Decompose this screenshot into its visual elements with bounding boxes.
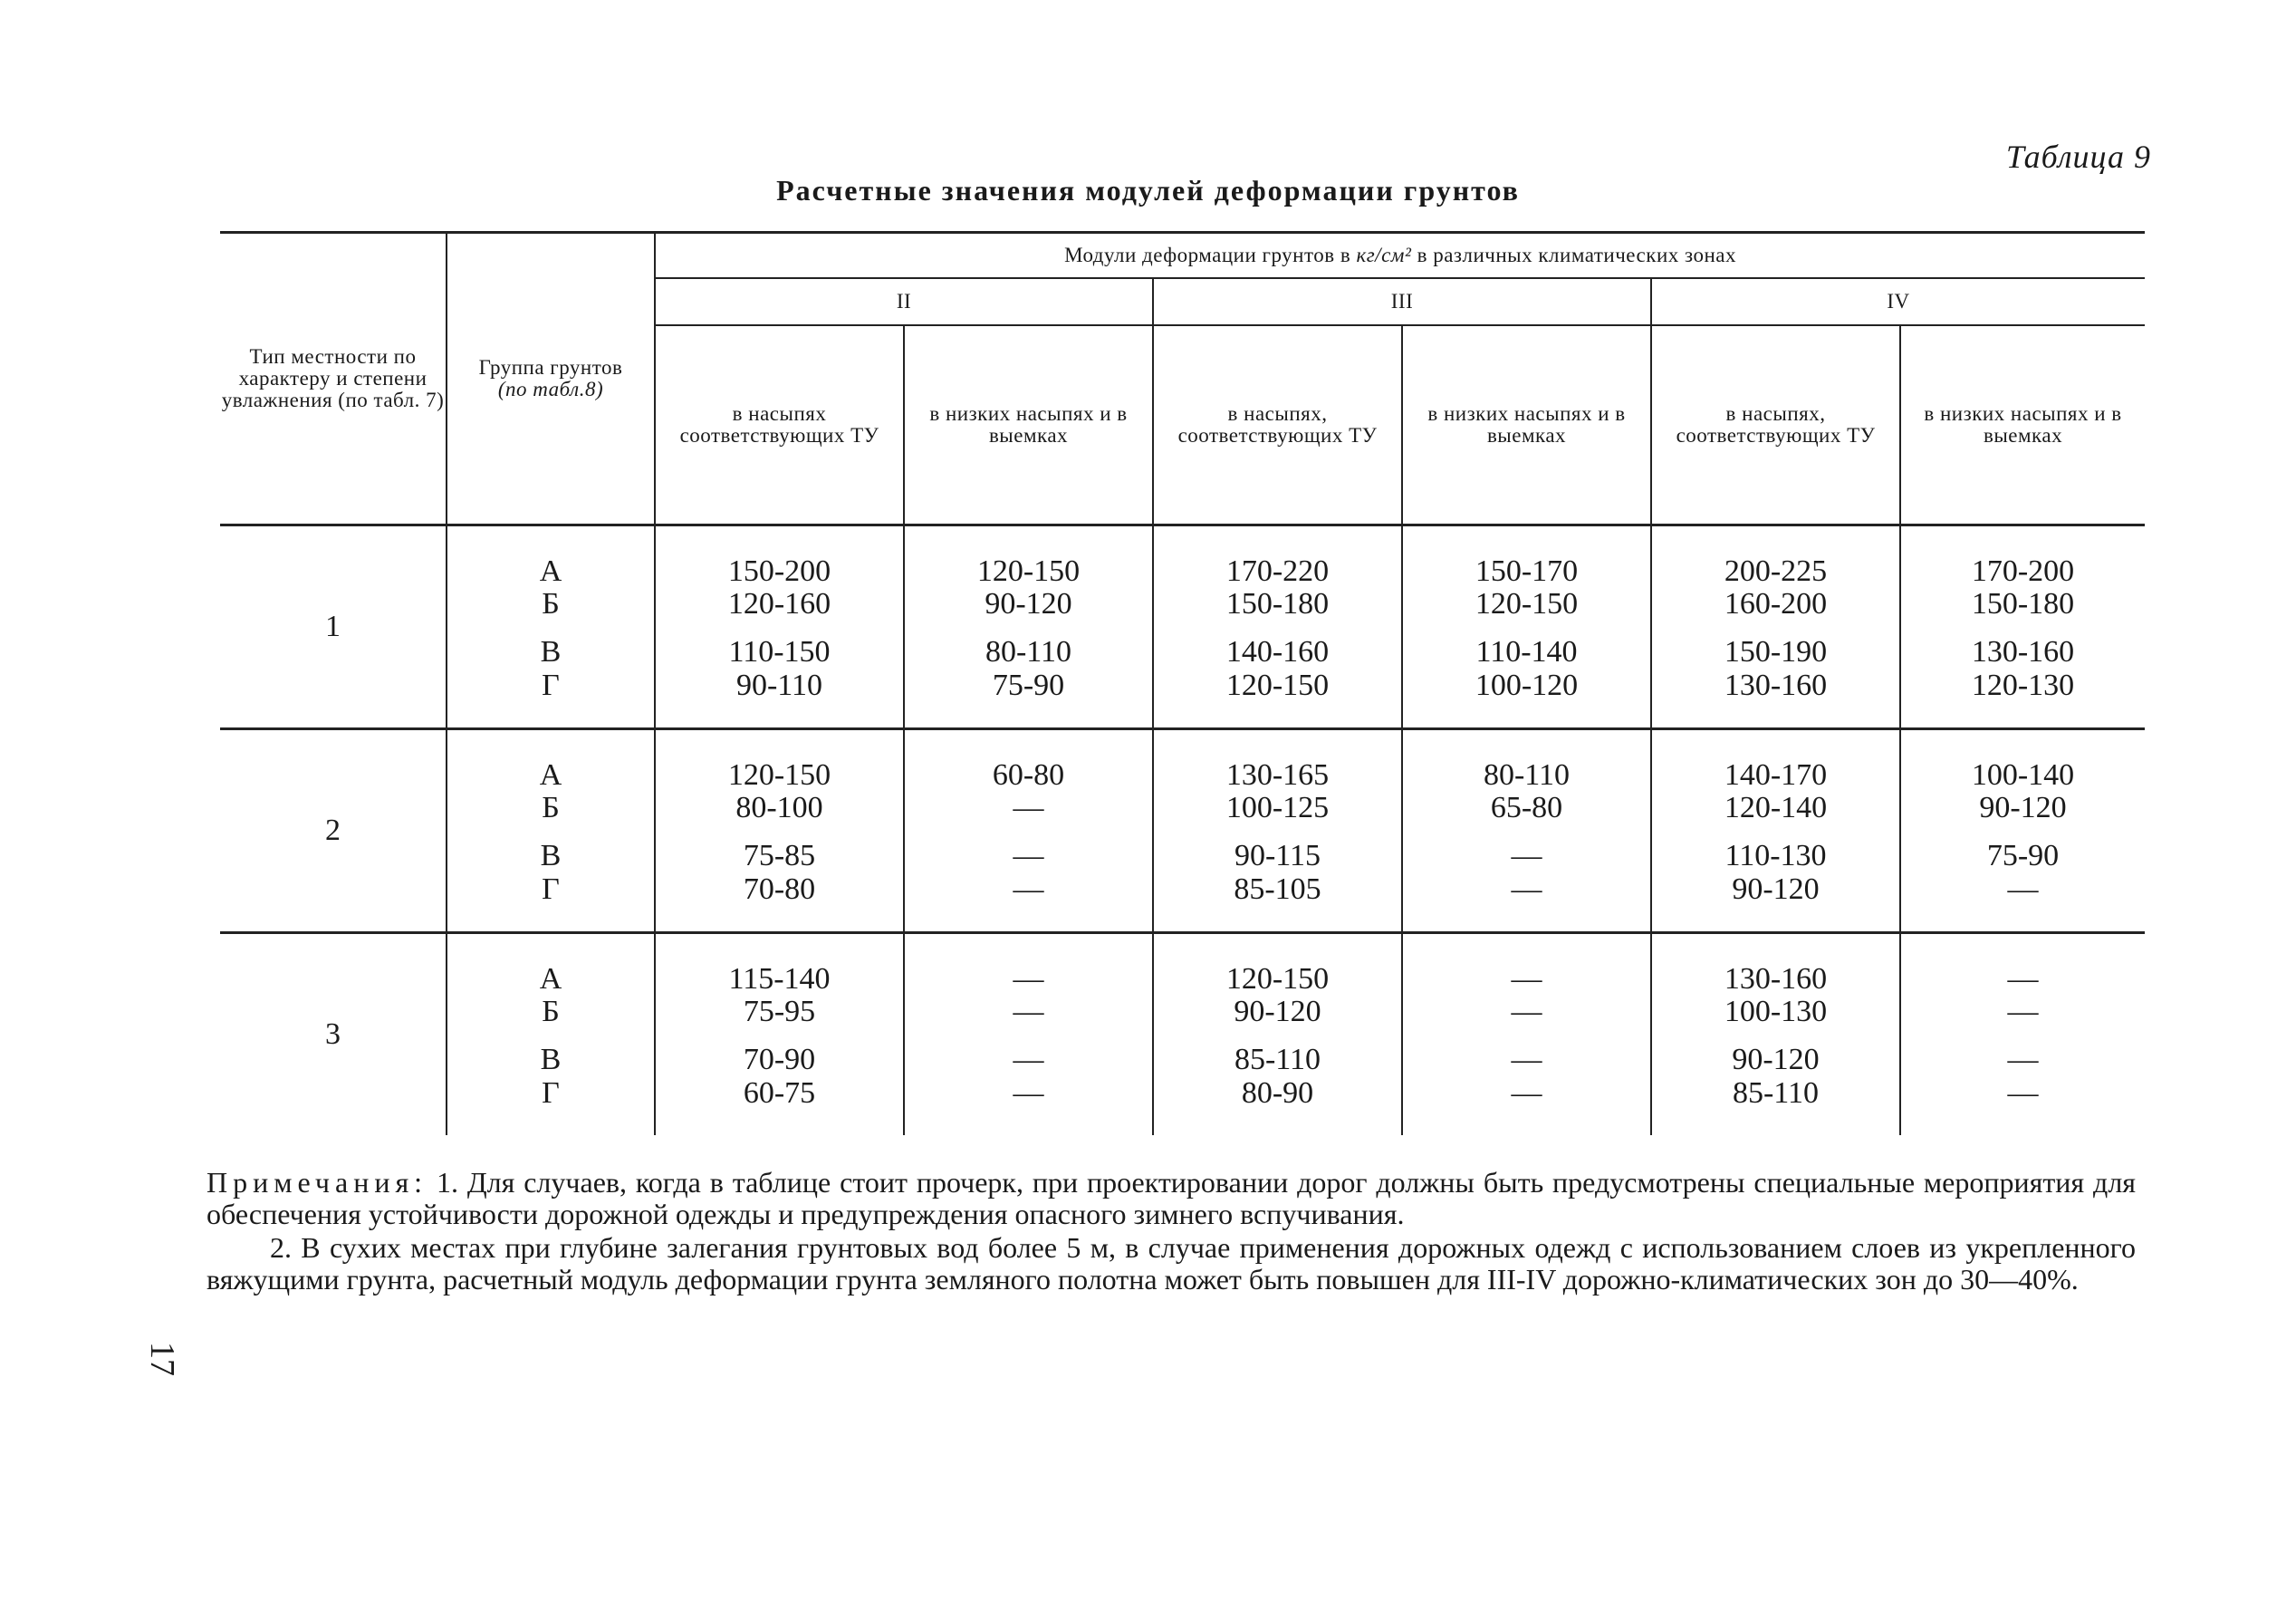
- value: —: [2007, 995, 2039, 1029]
- header-soil-group-label: Группа грунтов: [478, 355, 623, 379]
- group-label: Г: [542, 1075, 560, 1110]
- value: 110-150: [728, 635, 831, 669]
- value: 60-75: [743, 1075, 816, 1110]
- moduli-table-container: [220, 231, 2145, 1135]
- terrain-type-cell: 3: [325, 1016, 341, 1051]
- table-title: Расчетные значения модулей деформации грунтов: [776, 174, 1520, 207]
- value: 70-90: [743, 1043, 816, 1076]
- group-label: Б: [542, 791, 560, 825]
- value: 140-170: [1724, 757, 1828, 792]
- value: 80-90: [1241, 1075, 1314, 1110]
- value-cell: [1651, 729, 1900, 933]
- value: —: [1511, 961, 1542, 996]
- value: 100-130: [1724, 995, 1828, 1029]
- value: 90-115: [1234, 839, 1321, 872]
- group-label: В: [540, 839, 562, 872]
- value: 115-140: [728, 961, 831, 996]
- value: —: [2007, 961, 2039, 996]
- value: —: [2007, 1075, 2039, 1110]
- value: —: [1013, 872, 1044, 906]
- soil-group-cell: [447, 525, 655, 729]
- value-cell: [655, 933, 904, 1136]
- header-moduli-prefix: Модули деформации грунтов в: [1064, 243, 1351, 266]
- value-cell: [1900, 729, 2145, 933]
- value: 200-225: [1724, 554, 1828, 588]
- value: 90-120: [985, 587, 1072, 621]
- group-label: А: [539, 554, 562, 588]
- value: 80-110: [1483, 757, 1571, 792]
- value: 150-200: [727, 554, 831, 588]
- value: 90-120: [1732, 1043, 1820, 1076]
- moduli-table: [220, 231, 2145, 1135]
- header-zone-iv: IV: [1651, 278, 2145, 325]
- value-cell: [1402, 525, 1651, 729]
- table-row: [220, 933, 2145, 1136]
- value: 90-110: [735, 668, 823, 702]
- value: 120-150: [1225, 961, 1330, 996]
- header-moduli-suffix: в различных климатических зонах: [1417, 243, 1736, 266]
- note-1: [207, 1167, 2136, 1230]
- value-cell: [1402, 933, 1651, 1136]
- value-cell: [1900, 525, 2145, 729]
- group-label: В: [540, 635, 562, 669]
- value: 160-200: [1724, 587, 1828, 621]
- value: —: [1511, 839, 1542, 872]
- value: 90-120: [1234, 995, 1321, 1029]
- header-sub-iv-embankment: в насыпях, соответствующих ТУ: [1651, 325, 1900, 525]
- value-cell: [1153, 525, 1402, 729]
- value: 75-90: [1986, 839, 2060, 872]
- value: 150-180: [1971, 587, 2075, 621]
- group-label: Б: [542, 995, 560, 1029]
- header-sub-iii-embankment: в насыпях, соответствующих ТУ: [1153, 325, 1402, 525]
- value: —: [1013, 961, 1044, 996]
- value: 120-150: [1225, 668, 1330, 702]
- value: 120-150: [976, 554, 1081, 588]
- header-soil-group-ref: (по табл.8): [497, 378, 604, 400]
- value: 130-160: [1971, 635, 2075, 669]
- value-cell: [904, 525, 1153, 729]
- value-cell: [904, 933, 1153, 1136]
- value: —: [1013, 995, 1044, 1029]
- value: —: [2007, 872, 2039, 906]
- table-row: [220, 525, 2145, 729]
- soil-group-cell: [447, 729, 655, 933]
- value: 70-80: [743, 872, 816, 906]
- value: 80-110: [985, 635, 1072, 669]
- value: —: [1511, 1043, 1542, 1076]
- table-row: [220, 729, 2145, 933]
- table-number-label: Таблица 9: [2005, 139, 2151, 175]
- value-cell: [1402, 729, 1651, 933]
- value: 120-160: [727, 587, 831, 621]
- value: 65-80: [1490, 791, 1563, 825]
- value: 75-95: [743, 995, 816, 1029]
- value: —: [1013, 791, 1044, 825]
- header-sub-iii-low: в низких насыпях и в выемках: [1402, 325, 1651, 525]
- value: 130-160: [1724, 668, 1828, 702]
- value: 85-110: [1234, 1043, 1321, 1076]
- value: 100-125: [1225, 791, 1330, 825]
- header-soil-group: [447, 233, 655, 525]
- value: 100-120: [1475, 668, 1579, 702]
- value: 75-90: [992, 668, 1065, 702]
- note-1-text: 1. Для случаев, когда в таблице стоит прочерк, при проектировании дорог должны быть предусмотрены специальные мероприятия для обеспечения устойчивости дорожной одежды и предупреждения опасного зимнего вспучивания.: [207, 1166, 2137, 1230]
- value-cell: [1153, 729, 1402, 933]
- value: —: [2007, 1043, 2039, 1076]
- value: 120-140: [1724, 791, 1828, 825]
- value: 80-100: [735, 791, 823, 825]
- value: 130-165: [1225, 757, 1330, 792]
- group-label: Г: [542, 668, 560, 702]
- value: 150-170: [1475, 554, 1579, 588]
- table-header: [220, 233, 2145, 525]
- value: 150-190: [1724, 635, 1828, 669]
- value: 85-105: [1234, 872, 1321, 906]
- value-cell: [1651, 933, 1900, 1136]
- group-label: А: [539, 757, 562, 792]
- value: 120-130: [1971, 668, 2075, 702]
- table-body: [220, 525, 2145, 1136]
- note-2: 2. В сухих местах при глубине залегания грунтовых вод более 5 м, в случае применения дорожных одежд с использованием слоев из укрепленного вяжущими грунта, расчетный модуль деформации грунта земляного полотна может быть повышен для III-IV дорожно-климатических зон до 30—40%.: [207, 1231, 2136, 1296]
- value: 170-200: [1971, 554, 2075, 588]
- value: —: [1013, 1043, 1044, 1076]
- value: —: [1013, 839, 1044, 872]
- value: 90-120: [1979, 791, 2067, 825]
- value: 75-85: [743, 839, 816, 872]
- group-label: А: [539, 961, 562, 996]
- header-sub-ii-embankment: в насыпях соответствующих ТУ: [655, 325, 904, 525]
- value: —: [1511, 1075, 1542, 1110]
- header-terrain-type: Тип местности по характеру и степени увлажнения (по табл. 7): [220, 233, 447, 525]
- group-label: Г: [542, 872, 560, 906]
- header-moduli-unit: кг/см²: [1356, 243, 1412, 266]
- value: 85-110: [1732, 1075, 1820, 1110]
- value: 60-80: [992, 757, 1065, 792]
- value: 120-150: [727, 757, 831, 792]
- value-cell: [1153, 933, 1402, 1136]
- value: 120-150: [1475, 587, 1579, 621]
- header-zone-ii: II: [655, 278, 1153, 325]
- terrain-type-cell: 2: [325, 813, 341, 847]
- header-sub-iv-low: в низких насыпях и в выемках: [1900, 325, 2145, 525]
- header-sub-ii-low: в низких насыпях и в выемках: [904, 325, 1153, 525]
- value-cell: [904, 729, 1153, 933]
- value-cell: [655, 729, 904, 933]
- value: —: [1013, 1075, 1044, 1110]
- value-cell: [655, 525, 904, 729]
- soil-group-cell: [447, 933, 655, 1136]
- value: 90-120: [1732, 872, 1820, 906]
- notes-label: Примечания:: [207, 1166, 428, 1199]
- value: 130-160: [1724, 961, 1828, 996]
- value: 100-140: [1971, 757, 2075, 792]
- page-number: 17: [143, 1342, 181, 1376]
- value: —: [1511, 872, 1542, 906]
- header-moduli: [655, 233, 2145, 279]
- value: 140-160: [1225, 635, 1330, 669]
- table-notes: [207, 1167, 2136, 1296]
- value-cell: [1651, 525, 1900, 729]
- group-label: В: [540, 1043, 562, 1076]
- value: —: [1511, 995, 1542, 1029]
- terrain-type-cell: 1: [325, 609, 341, 643]
- header-zone-iii: III: [1153, 278, 1651, 325]
- value-cell: [1900, 933, 2145, 1136]
- group-label: Б: [542, 587, 560, 621]
- value: 110-130: [1724, 839, 1827, 872]
- value: 110-140: [1475, 635, 1578, 669]
- value: 150-180: [1225, 587, 1330, 621]
- value: 170-220: [1225, 554, 1330, 588]
